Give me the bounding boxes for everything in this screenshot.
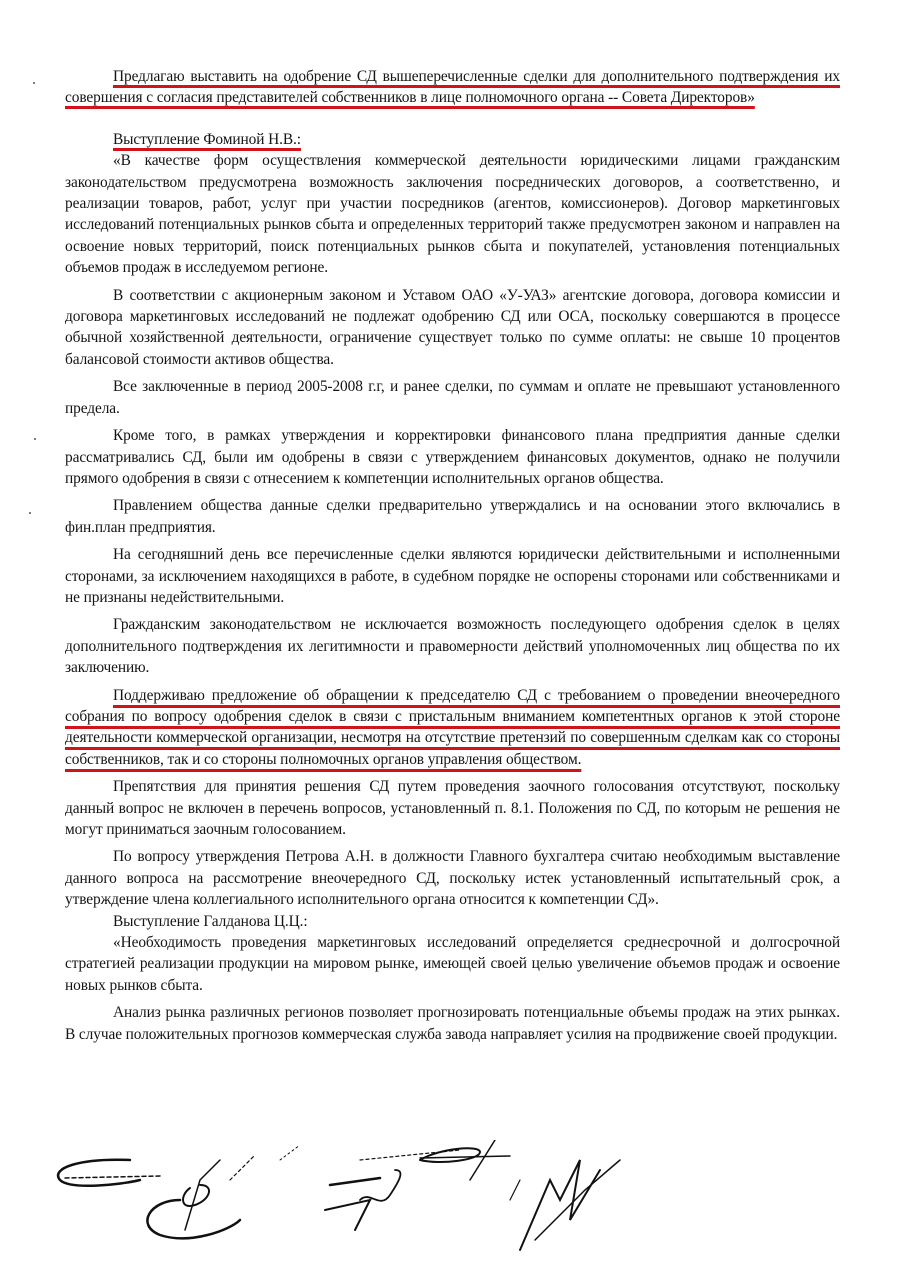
paragraph: В соответствии с акционерным законом и Уставом ОАО «У-УАЗ» агентские договора, договора комиссии и договора маркетинговых исследований не подлежат одобрению СД или ОСА, поскольку совершаются в процессе обычной хозяйственной деятельности, ограничение существует только по сумме оплаты: не свыше 10 процентов балансовой стоимости активов общества. <box>65 286 840 368</box>
paragraph: По вопросу утверждения Петрова А.Н. в должности Главного бухгалтера считаю необходимым выставление данного вопроса на рассмотрение внеочередного СД, поскольку истек установленный испытательный срок, а утверждение члена коллегиального исполнительного органа относится к компетенции СД». <box>65 848 840 909</box>
paragraph: Кроме того, в рамках утверждения и корректировки финансового плана предприятия данные сделки рассматривались СД, были им одобрены в связи с утверждением финансовых документов, однако не получили прямого одобрения в связи с отнесением к компетенции исполнительных органов общества. <box>65 427 840 487</box>
paragraph: «Необходимость проведения маркетинговых исследований определяется среднесрочной и долгосрочной стратегией реализации продукции на мировом рынке, имеющей своей целью увеличение объемов продаж и освоение новых рынков сбыта. <box>65 934 840 994</box>
paragraph: Все заключенные в период 2005-2008 г.г, и ранее сделки, по суммам и оплате не превышают установленного предела. <box>65 378 840 417</box>
signature-1 <box>58 1145 300 1238</box>
scan-speck <box>33 82 35 84</box>
speaker-heading-galdanova: Выступление Галданова Ц.Ц.: <box>113 912 308 930</box>
signatures <box>40 1140 880 1260</box>
highlighted-proposal: Предлагаю выставить на одобрение СД вышеперечисленные сделки для дополнительного подтверждения их совершения с согласия представителей собственников в лице полномочного органа -- Совета Директоров» <box>65 68 840 107</box>
document-body <box>65 66 840 1045</box>
proposal-paragraph <box>65 66 840 109</box>
paragraph: Препятствия для принятия решения СД путем проведения заочного голосования отсутствуют, поскольку данный вопрос не включен в перечень вопросов, установленный п. 8.1. Положения по СД, по которым не решения не могут приниматься заочным голосованием. <box>65 778 840 838</box>
scan-speck <box>34 438 36 440</box>
paragraph: Анализ рынка различных регионов позволяет прогнозировать потенциальные объемы продаж на этих рынках. В случае положительных прогнозов коммерческая служба завода направляет усилия на продвижение своей продукции. <box>65 1004 840 1043</box>
paragraph: Правлением общества данные сделки предварительно утверждались и на основании этого включались в фин.план предприятия. <box>65 497 840 536</box>
highlighted-paragraph: Поддерживаю предложение об обращении к председателю СД с требованием о проведении внеочередного собрания по вопросу одобрения сделок в связи с пристальным вниманием компетентных органов к этой стороне деятельности коммерческой организации, несмотря на отсутствие претензий по совершенным сделкам как со стороны собственников, так и со стороны полномочных органов управления обществом. <box>65 686 840 768</box>
paragraph: Гражданским законодательством не исключается возможность последующего одобрения сделок в целях дополнительного подтверждения их легитимности и правомерности действий уполномоченных лиц общества по их заключению. <box>65 616 840 677</box>
signature-3 <box>420 1140 620 1250</box>
paragraph: «В качестве форм осуществления коммерческой деятельности юридическими лицами гражданским законодательством предусмотрена возможность заключения посреднических договоров, а соответственно, и реализации товаров, работ, услуг при участии посредников (агентов, комиссионеров). Договор маркетинговых исследований потенциальных рынков сбыта и определенных территорий также предусмотрен законом и направлен на освоение новых территорий, поиск потенциальных рынков сбыта и покупателей, установления потенциальных объемов продаж в исследуемом регионе. <box>65 152 840 277</box>
scan-speck <box>29 512 31 514</box>
speaker-heading-fominoy: Выступление Фоминой Н.В.: <box>113 130 301 148</box>
paragraph: На сегодняшний день все перечисленные сделки являются юридически действительными и исполненными сторонами, за исключением находящихся в работе, в судебном порядке не оспорены сторонами или собственниками и не признаны недействительными. <box>65 546 840 606</box>
